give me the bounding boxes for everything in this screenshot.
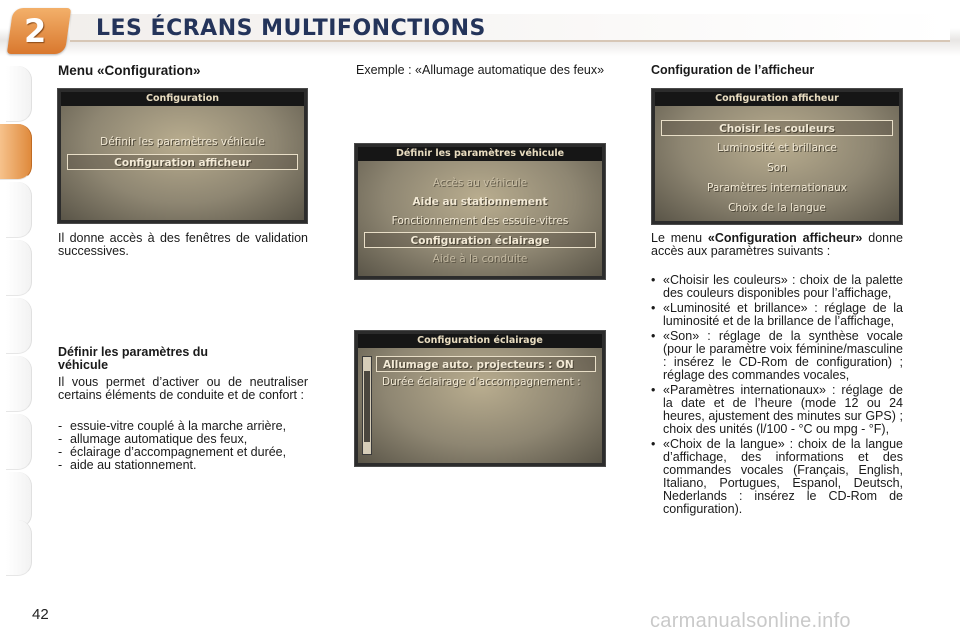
menu-description: Il donne accès à des fenêtres de validation successives. [58,231,308,258]
screen-menu-item: Son [767,162,787,174]
screen-title: Configuration afficheur [655,92,899,106]
display-configuration-intro [651,232,903,258]
screen-display [655,92,899,221]
example-caption: Exemple : «Allumage automatique des feux» [356,63,605,77]
chapter-tab[interactable] [6,298,32,354]
display-configuration-heading: Configuration de l’afficheur [651,63,815,77]
screen-menu-item: Paramètres internationaux [707,182,847,194]
screen-menu-item: Luminosité et brillance [717,142,837,154]
screen-menu-item: Aide à la conduite [432,253,528,265]
page-number: 42 [32,606,49,623]
list-item: • «Paramètres internationaux» : réglage de la date et de l’heure (mode 12 ou 24 heures, ajustement des minutes sur GPS) ; choix des unités (l/100 - °C ou mpg - °F), [651,384,903,436]
menu-configuration-heading: Menu «Configuration» [58,63,201,78]
chapter-tab[interactable] [6,520,32,576]
chapter-tab[interactable] [6,182,32,238]
chapter-tab-active[interactable] [0,124,32,180]
chapter-tab[interactable] [6,414,32,470]
vehicle-parameters-heading: Définir les paramètres du véhicule [58,345,209,372]
screen-display [358,147,602,276]
screen-title: Configuration éclairage [358,334,602,348]
screen-scrollbar [362,356,372,455]
chapter-tab[interactable] [6,356,32,412]
list-item: • «Choisir les couleurs» : choix de la palette des couleurs disponibles pour l’affichage, [651,274,903,300]
display-configuration-list [651,274,903,518]
screen-menu-item-selected: Configuration éclairage [364,232,596,248]
page-title: LES ÉCRANS MULTIFONCTIONS [96,16,486,41]
intro-bold: «Configuration afficheur» [707,231,863,245]
screen-menu-item: Fonctionnement des essuie-vitres [391,215,569,227]
screen-menu-item: Durée éclairage d’accompagnement : [382,376,581,388]
screen-menu-item: Définir les paramètres véhicule [100,136,265,148]
list-item: - aide au stationnement. [58,459,308,472]
screen-title: Configuration [61,92,304,106]
chapter-tabs [0,66,40,576]
watermark: carmanualsonline.info [650,610,851,632]
list-item: • «Choix de la langue» : choix de la langue d’affichage, des informations et des commandes vocales (Français, English, Italiano, Portugues, Espanol, Deutsch, Nederlands : insérez le CD-Rom de configuration). [651,438,903,516]
screen-lighting-configuration [354,330,606,467]
chapter-tab[interactable] [6,66,32,122]
scrollbar-thumb [364,371,370,442]
screen-menu-item: Choix de la langue [728,202,826,214]
screen-configuration [57,88,308,224]
screen-title: Définir les paramètres véhicule [358,147,602,161]
screen-menu-item-selected: Choisir les couleurs [661,120,893,136]
intro-suffix: donne accès aux paramètres suivants : [651,231,904,258]
screen-menu-item-selected: Configuration afficheur [67,154,298,170]
chapter-number: 2 [24,12,47,50]
chapter-tab[interactable] [6,240,32,296]
vehicle-parameters-description: Il vous permet d’activer ou de neutraliser certains éléments de conduite et de confort : [58,375,308,402]
screen-menu-item-selected: Allumage auto. projecteurs : ON [376,356,596,372]
vehicle-parameters-list [58,420,308,472]
screen-display-configuration [651,88,903,225]
list-item: - éclairage d’accompagnement et durée, [58,446,308,459]
list-item: - essuie-vitre couplé à la marche arrière, [58,420,308,433]
screen-vehicle-parameters [354,143,606,280]
screen-menu-item: Aide au stationnement [412,196,548,208]
screen-display [61,92,304,220]
list-item: • «Luminosité et brillance» : réglage de la luminosité et de la brillance de l’affichage, [651,302,903,328]
screen-menu-item: Accès au véhicule [432,177,528,189]
list-item: • «Son» : réglage de la synthèse vocale (pour le paramètre voix féminine/masculine : insérez le CD-Rom de configuration) ; réglage des commandes vocales, [651,330,903,382]
screen-display [358,334,602,463]
intro-prefix: Le menu [651,231,708,245]
list-item: - allumage automatique des feux, [58,433,308,446]
